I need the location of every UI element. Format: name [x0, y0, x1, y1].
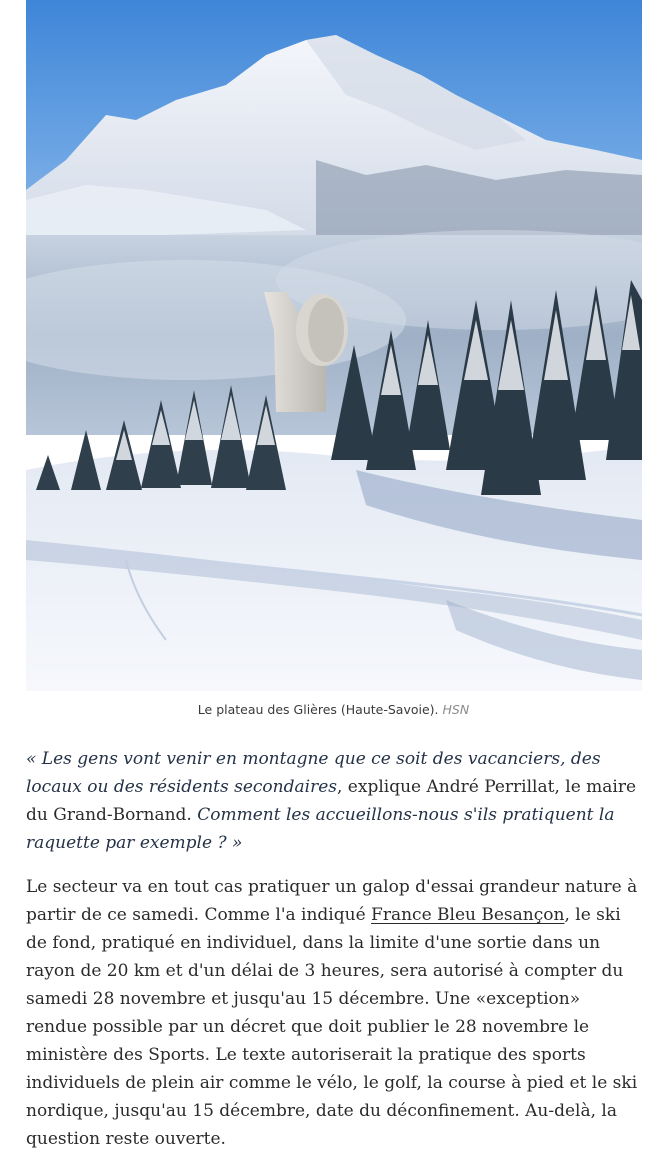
article-photo	[26, 0, 642, 691]
caption-text: Le plateau des Glières (Haute-Savoie).	[197, 702, 439, 717]
quote-italic-part1: « Les gens vont venir en montagne que ce soit des vacanciers, des locaux ou des résidents secondaires	[26, 749, 601, 797]
paragraph-text-after-link: , le ski de fond, pratiqué en individuel, dans la limite d'une sortie dans un rayon de 20 km et d'un délai de 3 heures, sera autorisé à compter du samedi 28 novembre et jusqu'au 15 décembre. Une «exception» rendue possible par un décret que doit publier le 28 novembre le ministère des Sports. Le texte autoriserait la pratique des sports individuels de plein air comme le vélo, le golf, la course à pied et le ski nordique, jusqu'au 15 décembre, date du déconfinement. Au-delà, la question reste ouverte.	[26, 905, 638, 1149]
mountain-landscape-image	[26, 0, 642, 691]
quote-paragraph	[26, 745, 642, 857]
france-bleu-besancon-link[interactable]: France Bleu Besançon	[371, 905, 565, 925]
quote-italic-part2: Comment les accueillons-nous s'ils pratiquent la raquette par exemple ? »	[26, 805, 615, 853]
photo-caption	[0, 702, 667, 717]
article-paragraph	[26, 873, 642, 1153]
paragraph-text-before-link: Le secteur va en tout cas pratiquer un galop d'essai grandeur nature à partir de ce samedi. Comme l'a indiqué	[26, 877, 638, 925]
quote-attribution: , explique André Perrillat, le maire du Grand-Bornand.	[26, 777, 637, 825]
photo-credit: HSN	[442, 702, 470, 717]
